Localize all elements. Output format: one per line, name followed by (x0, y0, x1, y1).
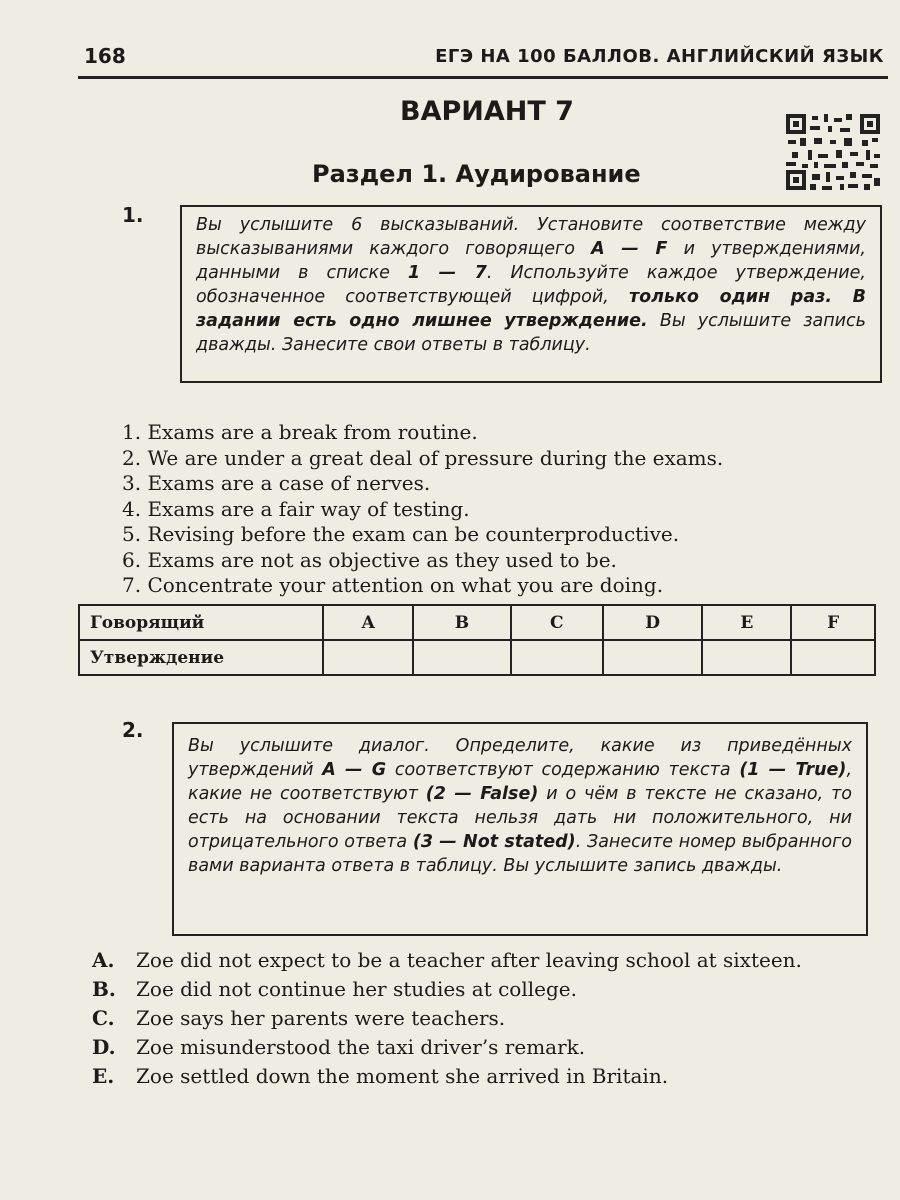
statement-item: 7. Concentrate your attention on what you are doing. (122, 573, 664, 597)
task-2-number: 2. (122, 718, 144, 742)
answer-cell[interactable] (702, 640, 791, 675)
column-header: C (511, 605, 603, 640)
task-1-answer-table (78, 604, 876, 676)
statement-item: 4. Exams are a fair way of testing. (122, 496, 470, 521)
option-item: C. Zoe says her parents were teachers. (92, 1006, 506, 1030)
option-item: D. Zoe misunderstood the taxi driver’s remark. (92, 1035, 586, 1059)
variant-title: ВАРИАНТ 7 (400, 96, 574, 127)
answer-cell[interactable] (323, 640, 413, 675)
column-header: F (791, 605, 875, 640)
statement-item: 3. Exams are a case of nerves. (122, 471, 431, 495)
option-item: A. Zoe did not expect to be a teacher after leaving school at sixteen. (92, 948, 802, 972)
table-row-statements (79, 640, 875, 675)
task-1-instruction: Вы услышите 6 высказываний. Установите соответствие между высказываниями каждого говорящего A — F и утверждениями, данными в списке 1 — 7. Используйте каждое утверждение, обозначенное соответствующей цифрой, только один раз. В задании есть одно лишнее утверждение. Вы услышите запись дважды. Занесите свои ответы в таблицу. (180, 205, 882, 383)
row-label-speaker: Говорящий (79, 605, 323, 640)
task-2-instruction: Вы услышите диалог. Определите, какие из приведённых утверждений A — G соответствуют содержанию текста (1 — True), какие не соответствуют (2 — False) и о чём в тексте не сказано, то есть на основании текста нельзя дать ни положительного, ни отрицательного ответа (3 — Not stated). Занесите номер выбранного вами варианта ответа в таблицу. Вы услышите запись дважды. (172, 722, 868, 936)
page-header (78, 42, 888, 79)
row-label-statement: Утверждение (79, 640, 323, 675)
answer-cell[interactable] (511, 640, 603, 675)
page-number: 168 (84, 44, 126, 68)
table-row-speakers (79, 605, 875, 640)
section-title: Раздел 1. Аудирование (312, 160, 641, 188)
qr-code-icon (784, 112, 882, 192)
option-item: E. Zoe settled down the moment she arrived in Britain. (92, 1064, 669, 1088)
column-header: E (702, 605, 791, 640)
task-1-statements (78, 420, 882, 599)
statement-item: 1. Exams are a break from routine. (122, 420, 478, 444)
statement-item: 2. We are under a great deal of pressure during the exams. (122, 445, 724, 470)
statement-item: 5. Revising before the exam can be counterproductive. (122, 522, 680, 546)
task-2-options (92, 946, 882, 1091)
column-header: D (603, 605, 703, 640)
statement-item: 6. Exams are not as objective as they used to be. (122, 547, 617, 572)
answer-cell[interactable] (413, 640, 510, 675)
task-1-number: 1. (122, 203, 144, 227)
column-header: B (413, 605, 510, 640)
option-item: B. Zoe did not continue her studies at college. (92, 977, 577, 1001)
answer-cell[interactable] (791, 640, 875, 675)
column-header: A (323, 605, 413, 640)
running-title: ЕГЭ НА 100 БАЛЛОВ. АНГЛИЙСКИЙ ЯЗЫК (435, 46, 884, 67)
answer-cell[interactable] (603, 640, 703, 675)
